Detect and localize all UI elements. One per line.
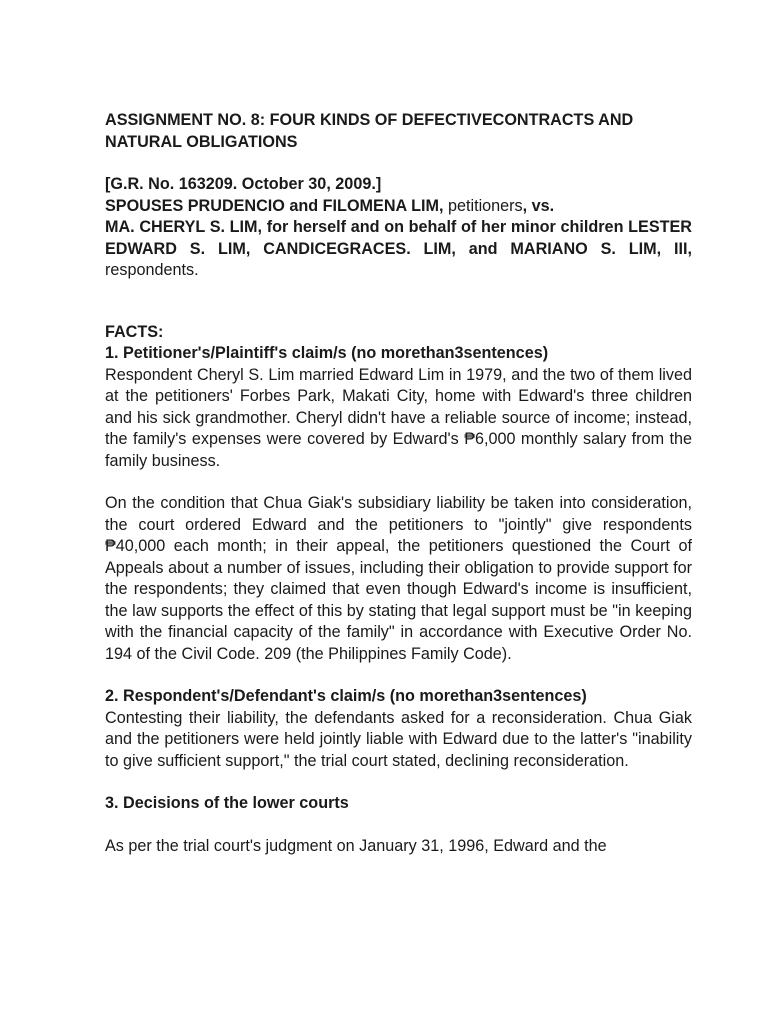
- spacer: [105, 472, 692, 493]
- spacer: [105, 772, 692, 793]
- versus-label: , vs.: [522, 196, 555, 215]
- section-1-paragraph-1: Respondent Cheryl S. Lim married Edward Lim in 1979, and the two of them lived at the petitioners' Forbes Park, Makati City, home with Edward's three children and his sick grandmother. Cheryl didn't have a reliable source of income; instead, the family's expenses were covered by Edward's ₱6,000 monthly salary from the family business.: [105, 365, 692, 470]
- spacer: [105, 665, 692, 686]
- assignment-title: ASSIGNMENT NO. 8: FOUR KINDS OF DEFECTIVECONTRACTS AND NATURAL OBLIGATIONS: [105, 111, 634, 151]
- section-3-heading: 3. Decisions of the lower courts: [105, 794, 349, 812]
- petitioners-label: petitioners: [443, 196, 523, 215]
- case-parties-respondents: [105, 217, 692, 282]
- spacer: [105, 282, 692, 322]
- case-parties-petitioners: [105, 196, 692, 218]
- spacer: [105, 153, 692, 174]
- facts-heading: FACTS:: [105, 322, 164, 341]
- spacer: [105, 815, 692, 836]
- section-2-heading: 2. Respondent's/Defendant's claim/s (no morethan3sentences): [105, 687, 587, 705]
- respondents-label: respondents.: [105, 261, 199, 279]
- respondents-names: MA. CHERYL S. LIM, for herself and on behalf of her minor children LESTER EDWARD S. LIM, CANDICEGRACES. LIM, and MARIANO S. LIM, III,: [105, 218, 692, 258]
- section-1-paragraph-2: On the condition that Chua Giak's subsidiary liability be taken into consideration, the court ordered Edward and the petitioners to "jointly" give respondents ₱40,000 each month; in their appeal, the petitioners questioned the Court of Appeals about a number of issues, including their obligation to provide support for the respondents; they claimed that even though Edward's income is insufficient, the law supports the effect of this by stating that legal support must be "in keeping with the financial capacity of the family" in accordance with Executive Order No. 194 of the Civil Code. 209 (the Philippines Family Code).: [105, 494, 692, 663]
- case-gr-number: [G.R. No. 163209. October 30, 2009.]: [105, 175, 382, 193]
- petitioners-names: SPOUSES PRUDENCIO and FILOMENA LIM,: [105, 196, 444, 215]
- section-2-paragraph: Contesting their liability, the defendants asked for a reconsideration. Chua Giak and the petitioners were held jointly liable with Edward due to the latter's "inability to give sufficient support," the trial court stated, declining reconsideration.: [105, 708, 692, 770]
- section-1-heading: 1. Petitioner's/Plaintiff's claim/s (no morethan3sentences): [105, 344, 549, 362]
- section-3-paragraph: As per the trial court's judgment on January 31, 1996, Edward and the: [105, 836, 607, 855]
- document-page: [105, 110, 692, 857]
